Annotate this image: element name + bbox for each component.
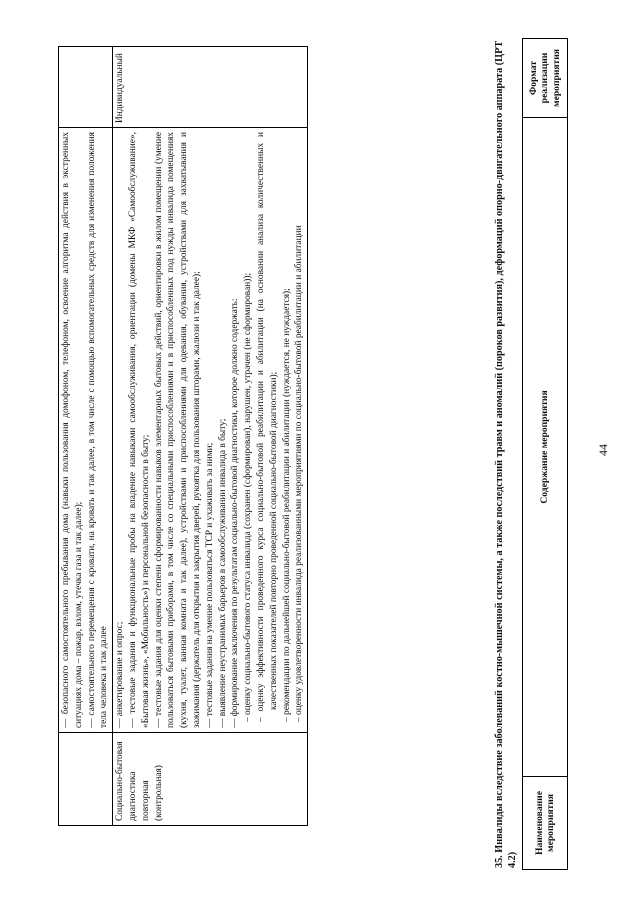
page-number: 44 — [596, 444, 610, 456]
cell-name: Социально-бытовая диагностика повторная (контрольная) — [113, 733, 308, 826]
cell-name — [59, 733, 113, 826]
table-row — [59, 47, 113, 826]
table-row — [523, 39, 568, 870]
table-row — [113, 47, 308, 826]
cell-content — [59, 128, 113, 733]
content-table — [58, 46, 308, 826]
sub-item: – рекомендации по дальнейшей социально-бытовой реабилитации и абилитации (нуждается, не нуждается); — [281, 288, 292, 722]
text-line: — безопасного самостоятельного пребывания дома (навыки пользования домофоном, телефоном, освоение алгоритма действия в экстренных ситуациях дома – пожар, взлом, утечка газа и так далее); — [61, 132, 84, 728]
cell-format: Индивидуальный — [113, 47, 308, 128]
cell-format — [59, 47, 113, 128]
text-line: — тестовые задания для оценки степени сформированности навыков элементарных бытовых действий, ориентировки в жилом помещении (умение пользоваться бытовыми приборами, в том числе со специальными приспособлениями и в приспособленных под нужды инвалида помещениях (кухня, туалет, ванная комната и так далее), устройствами и приспособлениями для одевания, обувания, устройствами для захватывания и зажимания (держатель для открытия и закрытия дверей, рукоятка для пользования шторами, жалюзи и так далее); — [153, 132, 202, 728]
sub-item: – оценку социально-бытового статуса инвалида (сохранен (сформирован), нарушен, утрачен (не сформирован)); — [243, 272, 254, 722]
text-line: — тестовые задания на умение пользоваться ТСР и ухаживать за ними; — [204, 442, 215, 728]
sub-item: – оценку удовлетворенности инвалида реализованными мероприятиями по социально-бытовой реабилитации и абилитации — [294, 225, 305, 722]
section-heading: 35. Инвалиды вследствие заболеваний костно-мышечной системы, а также последствий травм и аномалий (пороков развития), деформаций опорно-двигательного аппарата (ЦРТ 4.2) — [494, 40, 518, 868]
header-content: Содержание мероприятия — [523, 118, 568, 777]
text-line: — выявление неустранимых барьеров в самообслуживании инвалида в быту; — [217, 418, 228, 728]
cell-content — [113, 128, 308, 733]
text-line: — анкетирование и опрос; — [115, 621, 126, 728]
text-line: — самостоятельного перемещения с кровати, на кровать и так далее, в том числе с помощью вспомогательных средств для изменения положения тела человека и так далее — [86, 132, 110, 728]
header-name: Наименование мероприятия — [523, 777, 568, 870]
sub-item: – оценку эффективности проведенного курса социально-бытовой реабилитации и абилитации (на основании анализа количественных и качественных показателей повторно проведенной социально-бытовой диагностики); — [255, 132, 279, 722]
header-table — [522, 38, 568, 870]
text-line: — формирование заключения по результатам социально-бытовой диагностики, которое должно содержать: — [230, 298, 241, 728]
header-format: Формат реализации мероприятия — [523, 39, 568, 118]
text-line: — тестовые задания и функциональные пробы на владение навыками самообслуживания, ориентации (домены МКФ «Самообслуживание», «Бытовая жизнь», «Мобильность») и персональной безопасности в быту; — [127, 132, 151, 728]
